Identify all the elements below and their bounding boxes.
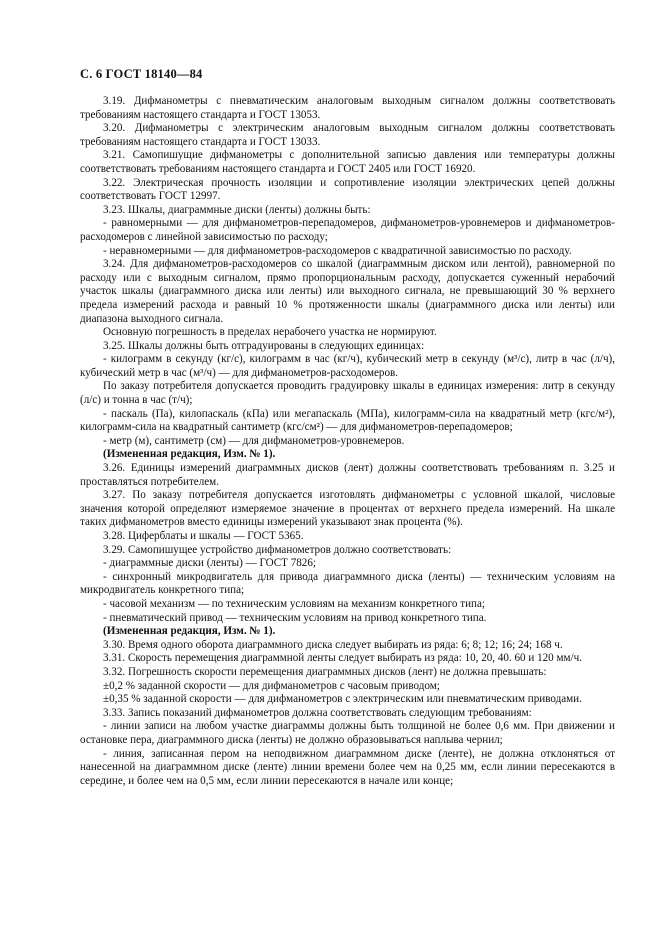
paragraph: 3.30. Время одного оборота диаграммного диска следует выбирать из ряда: 6; 8; 12; 16; 24; 168 ч. <box>103 638 563 651</box>
list-item: - линии записи на любом участке диаграммы должны быть толщиной не более 0,6 мм. При движении и остановке пера, диаграммного диска (ленты) не должно образовываться наплыва чернил; <box>80 720 615 746</box>
amendment-note: (Измененная редакция, Изм. № 1). <box>103 448 276 461</box>
list-item: - пневматический привод — техническим условиям на привод конкретного типа. <box>103 611 487 624</box>
paragraph: 3.33. Запись показаний дифманометров должна соответствовать следующим требованиям: <box>103 706 532 719</box>
paragraph: 3.22. Электрическая прочность изоляции и сопротивление изоляции электрических цепей должны соответствовать ГОСТ 12997. <box>80 176 615 203</box>
paragraph: 3.19. Дифманометры с пневматическим аналоговым выходным сигналом должны соответствовать требованиям настоящего стандарта и ГОСТ 13053. <box>80 95 615 121</box>
paragraph: По заказу потребителя допускается проводить градуировку шкалы в единицах измерения: литр в секунду (л/с) и тонна в час (т/ч); <box>80 380 615 407</box>
list-item: - линия, записанная пером на неподвижном диаграммном диске (ленте), не должна отклоняться от нанесенной на диаграммном диске (ленте) линии времени более чем на 0,25 мм, если линии пересекаются в середине, и более чем на 0,5 мм, если линии пересекаются в начале или конце; <box>80 747 615 787</box>
list-item: - диаграммные диски (ленты) — ГОСТ 7826; <box>103 557 316 570</box>
list-item: - килограмм в секунду (кг/с), килограмм в час (кг/ч), кубический метр в секунду (м³/с), литр в час (л/ч), кубический метр в час (м³/ч) — для дифманометров-расходомеров. <box>80 353 615 379</box>
paragraph: 3.26. Единицы измерений диаграммных дисков (лент) должны соответствовать требованиям п. 3.25 и проставляться потребителем. <box>80 462 615 488</box>
list-item: - синхронный микродвигатель для привода диаграммного диска (ленты) — техническим условиям на микродвигатель конкретного типа; <box>80 570 615 597</box>
document-body <box>80 95 615 788</box>
paragraph: 3.25. Шкалы должны быть отградуированы в следующих единицах: <box>103 339 425 352</box>
paragraph: 3.31. Скорость перемещения диаграммной ленты следует выбирать из ряда: 10, 20, 40. 60 и 120 мм/ч. <box>103 652 582 665</box>
list-item: - неравномерными — для дифманометров-расходомеров с квадратичной зависимостью по расходу. <box>103 244 572 257</box>
paragraph: 3.29. Самопишущее устройство дифманометров должно соответствовать: <box>103 543 452 556</box>
paragraph: 3.24. Для дифманометров-расходомеров со шкалой (диаграммным диском или лентой), равномерной по расходу или с выходным сигналом, прямо пропорциональным расходу, допускается суженный нерабочий участок шкалы (диаграммного диска или ленты) или выходного сигнала, не превышающий 30 % верхнего предела измерений расхода и равный 10 % протяженности шкалы (диаграммного диска или ленты) или диапазона выходного сигнала. <box>80 258 615 325</box>
list-item: - паскаль (Па), килопаскаль (кПа) или мегапаскаль (МПа), килограмм-сила на квадратный метр (кгс/м²), килограмм-сила на квадратный сантиметр (кгс/см²) — для дифманометров-перепадомеров; <box>80 407 615 434</box>
list-item: - часовой механизм — по техническим условиям на механизм конкретного типа; <box>103 597 485 610</box>
paragraph: 3.21. Самопишущие дифманометры с дополнительной записью давления или температуры должны соответствовать требованиям настоящего стандарта и ГОСТ 2405 или ГОСТ 16920. <box>80 149 615 175</box>
paragraph: 3.23. Шкалы, диаграммные диски (ленты) должны быть: <box>103 203 371 216</box>
paragraph: 3.32. Погрешность скорости перемещения диаграммных дисков (лент) не должна превышать: <box>103 665 547 678</box>
paragraph: 3.20. Дифманометры с электрическим аналоговым выходным сигналом должны соответствовать требованиям настоящего стандарта и ГОСТ 13033. <box>80 122 615 148</box>
page-header: С. 6 ГОСТ 18140—84 <box>80 67 203 81</box>
paragraph: 3.27. По заказу потребителя допускается изготовлять дифманометры с условной шкалой, числовые значения которой определяют измеряемое значение в процентах от верхнего предела измерений. На шкале таких дифманометров вместо единицы измерений указывают знак процента (%). <box>80 489 615 529</box>
paragraph: ±0,2 % заданной скорости — для дифманометров с часовым приводом; <box>103 679 440 692</box>
paragraph: ±0,35 % заданной скорости — для дифманометров с электрическим или пневматическим приводами. <box>103 693 582 706</box>
paragraph: Основную погрешность в пределах нерабочего участка не нормируют. <box>103 326 437 339</box>
list-item: - метр (м), сантиметр (см) — для дифманометров-уровнемеров. <box>103 434 405 447</box>
paragraph: 3.28. Циферблаты и шкалы — ГОСТ 5365. <box>103 530 304 542</box>
amendment-note: (Измененная редакция, Изм. № 1). <box>103 625 276 638</box>
list-item: - равномерными — для дифманометров-перепадомеров, дифманометров-уровнемеров и дифманометров-расходомеров с линейной зависимостью по расходу; <box>80 217 615 243</box>
